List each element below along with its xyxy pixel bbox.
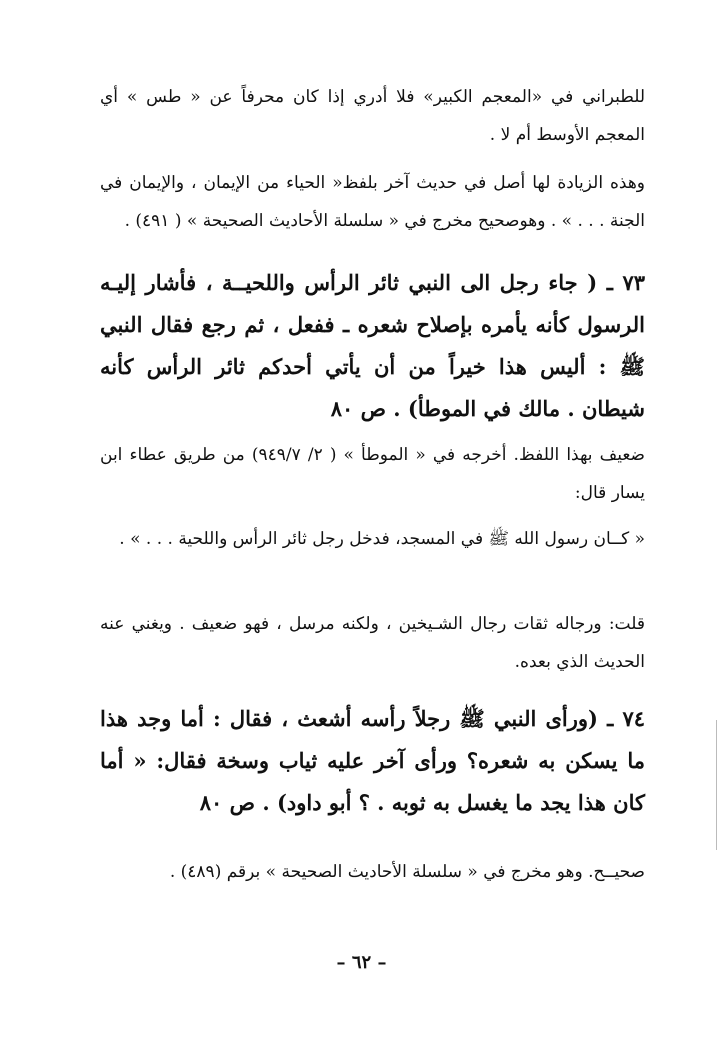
hadith-74: ٧٤ ـ (ورأى النبي ﷺ رجلاً رأسه أشعث ، فقال : أما وجد هذا ما يسكن به شعره؟ ورأى آخر عليه ثياب وسخة فقال: « أما كان هذا يجد ما يغسل به ثوبه . ؟ أبو داود) . ص ٨٠ [100, 706, 645, 815]
paragraph-hadith-73-grading: ضعيف بهذا اللفظ. أخرجه في « الموطأ » ( ٢/ ٩٤٩/٧) من طريق عطاء ابن يسار قال: [100, 445, 645, 503]
paragraph-hadith-73-comment: قلت: ورجاله ثقات رجال الشـيخين ، ولكنه مرسل ، فهو ضعيف . ويغني عنه الحديث الذي بعده. [100, 614, 645, 672]
paragraph-hadith-73-text: « كــان رسول الله ﷺ في المسجد، فدخل رجل ثائر الرأس واللحية . . . » . [119, 529, 645, 549]
paragraph-hadith-74-grading: صحيــح. وهو مخرج في « سلسلة الأحاديث الصحيحة » برقم (٤٨٩) . [169, 862, 645, 882]
paragraph-hayaa-addition: وهذه الزيادة لها أصل في حديث آخر بلفظ« الحياء من الإيمان ، والإيمان في الجنة . . . » . وهوصحيح مخرج في « سلسلة الأحاديث الصحيحة » ( ٤٩١) . [100, 173, 645, 231]
paragraph-tabarani-note: للطبراني في «المعجم الكبير» فلا أدري إذا كان محرفاً عن « طس » أي المعجم الأوسط أم لا . [100, 87, 645, 145]
page-number: – ٦٢ – [336, 952, 387, 973]
scan-edge-line [716, 720, 717, 850]
hadith-73: ٧٣ ـ ( جاء رجل الى النبي ثائر الرأس واللحيــة ، فأشار إليـه الرسول كأنه يأمره بإصلاح شعره ـ ففعل ، ثم رجع فقال النبي ﷺ : أليس هذا خيراً من أن يأتي أحدكم ثائر الرأس كأنه شيطان . مالك في الموطأ) . ص ٨٠ [100, 270, 645, 421]
